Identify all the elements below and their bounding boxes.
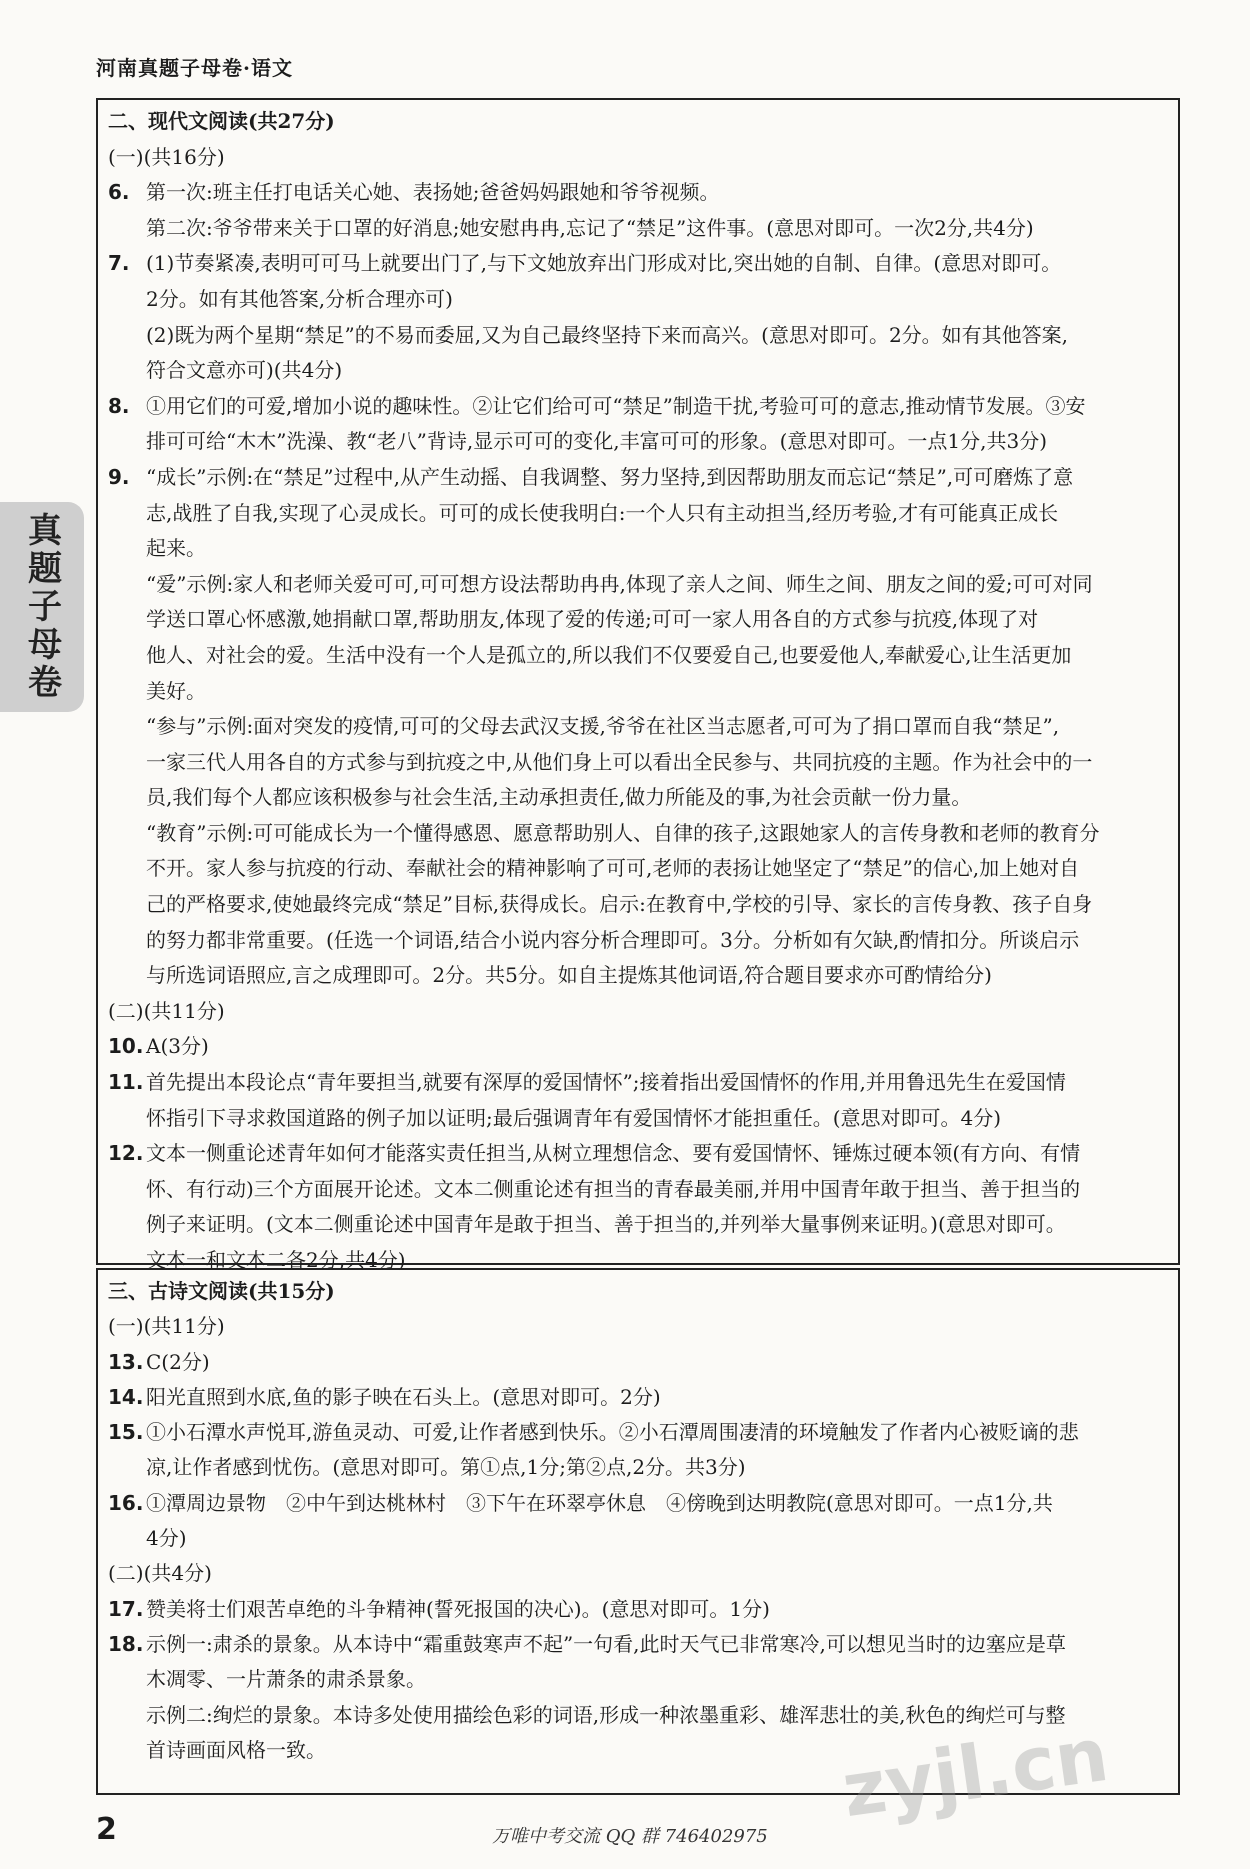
question-number: 9. xyxy=(108,464,130,489)
answer-line: 他人、对社会的爱。生活中没有一个人是孤立的,所以我们不仅要爱自己,也要爱他人,奉献爱心,让生活更加 xyxy=(146,642,1072,667)
answer-line: 8. ①用它们的可爱,增加小说的趣味性。②让它们给可可“禁足”制造干扰,考验可可的意志,推动情节发展。③安 xyxy=(108,389,1168,425)
question-number: 7. xyxy=(108,251,130,276)
answer-line: 14. 阳光直照到水底,鱼的影子映在石头上。(意思对即可。2分) xyxy=(108,1380,1168,1415)
answer-line: 己的严格要求,使她最终完成“禁足”目标,获得成长。启示:在教育中,学校的引导、家长的言传身教、孩子自身 xyxy=(146,892,1093,917)
answer-line: “教育”示例:可可能成长为一个懂得感恩、愿意帮助别人、自律的孩子,这跟她家人的言传身教和老师的教育分 xyxy=(146,820,1100,845)
answer-line: 美好。 xyxy=(146,678,206,703)
answer-line: 的努力都非常重要。(任选一个词语,结合小说内容分析合理即可。3分。分析如有欠缺,酌情扣分。所谈启示 xyxy=(146,927,1080,952)
part-heading: (二)(共11分) xyxy=(108,998,225,1023)
page-header: 河南真题子母卷·语文 xyxy=(96,56,293,80)
question-number: 12. xyxy=(108,1141,144,1166)
side-tab-label: 真题子母卷 xyxy=(21,512,62,702)
part-heading: (二)(共4分) xyxy=(108,1561,212,1586)
answer-line: 18. 示例一:肃杀的景象。从本诗中“霜重鼓寒声不起”一句看,此时天气已非常寒冷,可以想见当时的边塞应是草 xyxy=(108,1627,1168,1662)
question-number: 8. xyxy=(108,393,130,418)
question-number: 11. xyxy=(108,1070,144,1095)
answer-line: 首诗画面风格一致。 xyxy=(146,1737,326,1762)
answer-line: 文本一和文本二各2分,共4分) xyxy=(146,1248,406,1272)
answer-line: 木凋零、一片萧条的肃杀景象。 xyxy=(146,1667,426,1692)
answer-line: “参与”示例:面对突发的疫情,可可的父母去武汉支援,爷爷在社区当志愿者,可可为了捐口罩而自我“禁足”, xyxy=(146,714,1060,739)
answer-line: 志,战胜了自我,实现了心灵成长。可可的成长使我明白:一个人只有主动担当,经历考验,才有可能真正成长 xyxy=(146,500,1059,525)
section-title: 三、古诗文阅读(共15分) xyxy=(108,1279,335,1303)
answer-line: 一家三代人用各自的方式参与到抗疫之中,从他们身上可以看出全民参与、共同抗疫的主题。作为社会中的一 xyxy=(146,749,1093,774)
section-title: 二、现代文阅读(共27分) xyxy=(108,109,335,133)
answer-line: 7. (1)节奏紧凑,表明可可马上就要出门了,与下文她放弃出门形成对比,突出她的自制、自律。(意思对即可。 xyxy=(108,246,1168,282)
part-heading: (一)(共16分) xyxy=(108,144,225,169)
answer-line: 12. 文本一侧重论述青年如何才能落实责任担当,从树立理想信念、要有爱国情怀、锤炼过硬本领(有方向、有情 xyxy=(108,1136,1168,1172)
answer-line: 6. 第一次:班主任打电话关心她、表扬她;爸爸妈妈跟她和爷爷视频。 xyxy=(108,175,1168,211)
question-number: 16. xyxy=(108,1490,144,1515)
answer-line: 员,我们每个人都应该积极参与社会生活,主动承担责任,做力所能及的事,为社会贡献一份力量。 xyxy=(146,785,972,810)
answer-line: 学送口罩心怀感激,她捐献口罩,帮助朋友,体现了爱的传递;可可一家人用各自的方式参与抗疫,体现了对 xyxy=(146,607,1039,632)
answer-line: 15. ①小石潭水声悦耳,游鱼灵动、可爱,让作者感到快乐。②小石潭周围凄清的环境触发了作者内心被贬谪的悲 xyxy=(108,1415,1168,1450)
answer-line: 例子来证明。(文本二侧重论述中国青年是敢于担当、善于担当的,并列举大量事例来证明。)(意思对即可。 xyxy=(146,1212,1066,1237)
answer-line: 怀、有行动)三个方面展开论述。文本二侧重论述有担当的青春最美丽,并用中国青年敢于担当、善于担当的 xyxy=(146,1176,1081,1201)
answer-line: 不开。家人参与抗疫的行动、奉献社会的精神影响了可可,老师的表扬让她坚定了“禁足”的信心,加上她对自 xyxy=(146,856,1080,881)
answer-line: 4分) xyxy=(146,1526,187,1551)
question-number: 18. xyxy=(108,1631,144,1656)
answer-line: (2)既为两个星期“禁足”的不易而委屈,又为自己最终坚持下来而高兴。(意思对即可。2分。如有其他答案, xyxy=(146,322,1069,347)
page-number: 2 xyxy=(96,1812,117,1847)
answer-line: 2分。如有其他答案,分析合理亦可) xyxy=(146,286,453,311)
section-modern-reading xyxy=(96,98,1180,1272)
answer-line: 排可可给“木木”洗澡、教“老八”背诗,显示可可的变化,丰富可可的形象。(意思对即可。一点1分,共3分) xyxy=(146,429,1048,454)
answer-line: 符合文意亦可)(共4分) xyxy=(146,358,343,383)
answer-line: 13. C(2分) xyxy=(108,1345,1168,1380)
answer-line: 11. 首先提出本段论点“青年要担当,就要有深厚的爱国情怀”;接着指出爱国情怀的作用,并用鲁迅先生在爱国情 xyxy=(108,1065,1168,1101)
section-classical-reading xyxy=(96,1268,1180,1795)
answer-line: 17. 赞美将士们艰苦卓绝的斗争精神(誓死报国的决心)。(意思对即可。1分) xyxy=(108,1592,1168,1627)
question-number: 17. xyxy=(108,1596,144,1621)
answer-line: 凉,让作者感到忧伤。(意思对即可。第①点,1分;第②点,2分。共3分) xyxy=(146,1455,746,1480)
answer-line: 怀指引下寻求救国道路的例子加以证明;最后强调青年有爱国情怀才能担重任。(意思对即可。4分) xyxy=(146,1105,1002,1130)
answer-line: 起来。 xyxy=(146,536,206,561)
answer-line: 与所选词语照应,言之成理即可。2分。共5分。如自主提炼其他词语,符合题目要求亦可酌情给分) xyxy=(146,963,992,988)
question-number: 15. xyxy=(108,1420,144,1445)
watermark: zyjl.cn xyxy=(837,1711,1114,1835)
footer-qq-group: 万唯中考交流 QQ 群 746402975 xyxy=(492,1826,768,1847)
side-tab xyxy=(0,502,84,712)
answer-line: “爱”示例:家人和老师关爱可可,可可想方设法帮助冉冉,体现了亲人之间、师生之间、朋友之间的爱;可可对同 xyxy=(146,571,1093,596)
question-number: 14. xyxy=(108,1384,144,1409)
answer-line: 第二次:爷爷带来关于口罩的好消息;她安慰冉冉,忘记了“禁足”这件事。(意思对即可。一次2分,共4分) xyxy=(146,215,1034,240)
answer-line: 10. A(3分) xyxy=(108,1029,1168,1065)
question-number: 6. xyxy=(108,180,130,205)
question-number: 10. xyxy=(108,1034,144,1059)
answer-line: 9. “成长”示例:在“禁足”过程中,从产生动摇、自我调整、努力坚持,到因帮助朋友而忘记“禁足”,可可磨炼了意 xyxy=(108,460,1168,496)
answer-line: 示例二:绚烂的景象。本诗多处使用描绘色彩的词语,形成一种浓墨重彩、雄浑悲壮的美,秋色的绚烂可与整 xyxy=(146,1702,1066,1727)
answer-line: 16. ①潭周边景物 ②中午到达桃林村 ③下午在环翠亭休息 ④傍晚到达明教院(意思对即可。一点1分,共 xyxy=(108,1486,1168,1521)
part-heading: (一)(共11分) xyxy=(108,1314,225,1339)
question-number: 13. xyxy=(108,1349,144,1374)
